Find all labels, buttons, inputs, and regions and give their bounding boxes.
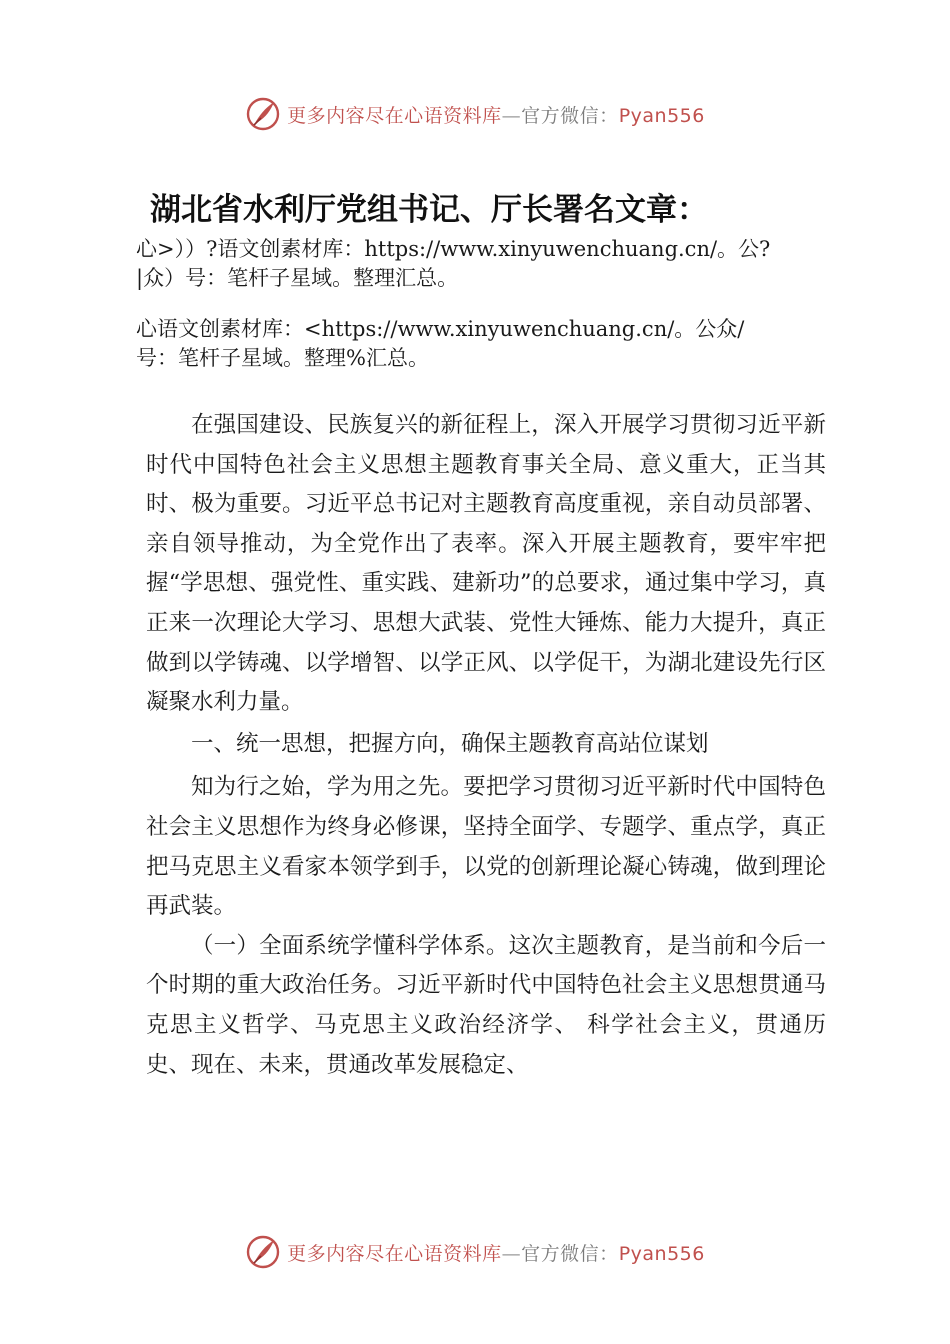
watermark-banner-top <box>0 94 950 134</box>
quill-logo-icon <box>245 1234 281 1270</box>
watermark-wechat-id: Pyan556 <box>618 104 705 127</box>
document-title: 湖北省水利厅党组书记、厅长署名文章： <box>150 192 708 228</box>
source-note-line: 心语文创素材库：<https://www.xinyuwenchuang.cn/。公众/ <box>136 317 745 341</box>
watermark-wechat-label: 官方微信： <box>521 104 619 127</box>
source-note-line: 心>））?语文创素材库：https://www.xinyuwenchuang.cn/。公? <box>136 237 771 261</box>
section-heading: 一、统一思想，把握方向，确保主题教育高站位谋划 <box>191 730 709 757</box>
watermark-wechat-label: 官方微信： <box>521 1242 619 1265</box>
source-note-line: 号：笔杆子星域。整理%汇总。 <box>136 346 429 370</box>
watermark-text <box>287 101 705 128</box>
watermark-wechat-id: Pyan556 <box>618 1242 705 1265</box>
watermark-site: 更多内容尽在心语资料库 <box>287 1242 502 1265</box>
source-note-line: |众）号：笔杆子星域。整理汇总。 <box>136 266 459 290</box>
watermark-text <box>287 1239 705 1266</box>
subsection-paragraph: （一）全面系统学懂科学体系。这次主题教育，是当前和今后一个时期的重大政治任务。习近平新时代中国特色社会主义思想贯通马克思主义哲学、马克思主义政治经济学、 科学社会主义，贯通历史、现在、未来，贯通改革发展稳定、 <box>146 932 826 1078</box>
body-paragraph: 在强国建设、民族复兴的新征程上，深入开展学习贯彻习近平新时代中国特色社会主义思想主题教育事关全局、意义重大，正当其时、极为重要。习近平总书记对主题教育高度重视，亲自动员部署、亲自领导推动，为全党作出了表率。深入开展主题教育，要牢牢把握“学思想、强党性、重实践、建新功”的总要求，通过集中学习，真正来一次理论大学习、思想大武装、党性大锤炼、能力大提升，真正做到以学铸魂、以学增智、以学正风、以学促干，为湖北建设先行区凝聚水利力量。 <box>146 412 826 716</box>
watermark-dash: — <box>501 1242 522 1265</box>
watermark-site: 更多内容尽在心语资料库 <box>287 104 502 127</box>
watermark-banner-bottom <box>0 1232 950 1272</box>
quill-logo-icon <box>245 96 281 132</box>
source-note-2 <box>136 315 856 373</box>
body-paragraph: 知为行之始，学为用之先。要把学习贯彻习近平新时代中国特色社会主义思想作为终身必修课，坚持全面学、专题学、重点学，真正把马克思主义看家本领学到手，以党的创新理论凝心铸魂，做到理论再武装。 <box>146 774 826 920</box>
watermark-dash: — <box>501 104 522 127</box>
source-note-1 <box>136 235 856 293</box>
document-body <box>146 406 826 1085</box>
